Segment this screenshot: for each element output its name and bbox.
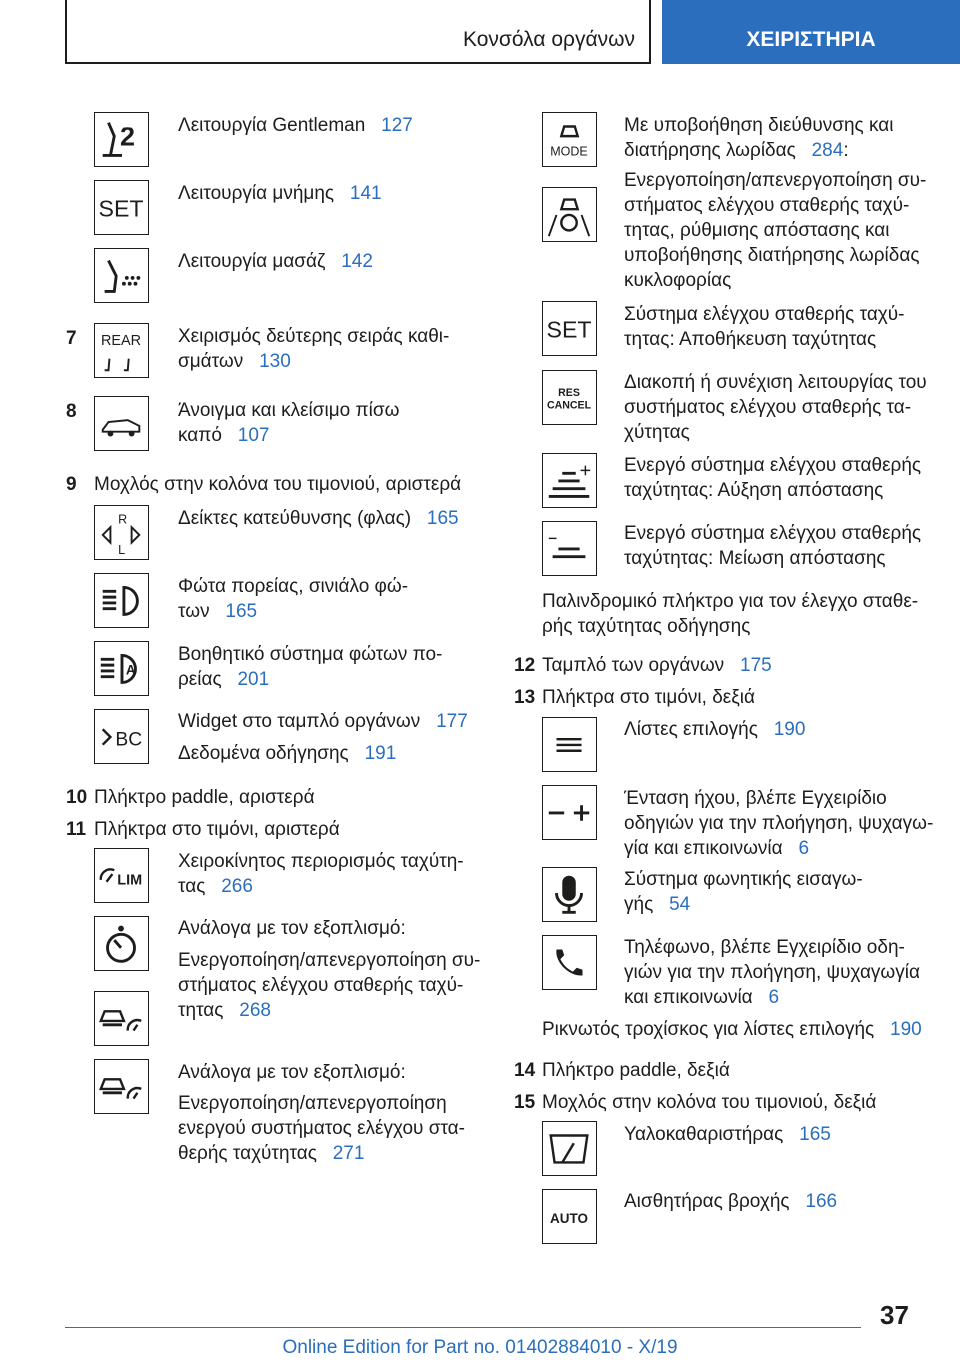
item-number: 7 [66, 328, 77, 349]
cruise-control-icon [94, 916, 149, 971]
turn-signal-item: Δείκτες κατεύθυνσης (φλας) 165 [178, 508, 459, 529]
gentleman-item: Λειτουργία Gentleman 127 [178, 115, 413, 136]
page-link[interactable]: 201 [237, 669, 270, 690]
page-link[interactable]: 266 [221, 876, 253, 897]
page-link[interactable]: 190 [890, 1019, 922, 1040]
item-number: 12 [514, 655, 536, 676]
headlight-icon [94, 573, 149, 628]
tailgate-item: Άνοιγμα και κλείσιμο πίσω καπό 107 [178, 400, 400, 446]
distance-increase-icon [542, 453, 597, 508]
driving-assistant-icon [542, 187, 597, 242]
rear-seat-item: Χειρισμός δεύτερης σειράς καθι- σμάτων 130 [178, 326, 450, 372]
page-number: 37 [880, 1300, 909, 1330]
page-link[interactable]: 130 [259, 351, 291, 372]
memory-item: Λειτουργία μνήμης 141 [178, 183, 382, 204]
set-speed-icon [542, 301, 597, 356]
svg-text:BC: BC [115, 729, 143, 751]
header-chapter-tab[interactable]: ΧΕΙΡΙΣΤΗΡΙΑ [662, 0, 960, 64]
page-link[interactable]: 127 [381, 115, 413, 136]
distance-increase-item: Ενεργό σύστημα ελέγχου σταθερής ταχύτητας: Αύξηση απόστασης [624, 455, 922, 501]
turn-signal-icon [94, 505, 149, 560]
phone-item: Τηλέφωνο, βλέπε Εγχειρίδιο οδη- γιών για την πλοήγηση, ψυχαγωγία και επικοινωνία 6 [624, 937, 920, 1008]
microphone-icon [542, 867, 597, 922]
headlight-item: Φώτα πορείας, σινιάλο φώ- των 165 [178, 576, 409, 622]
svg-text:CANCEL: CANCEL [546, 399, 592, 412]
svg-text:AUTO: AUTO [550, 1210, 589, 1226]
svg-text:L: L [118, 543, 126, 558]
svg-text:2: 2 [120, 121, 136, 152]
item-number: 11 [66, 819, 87, 840]
tailgate-icon [94, 396, 149, 451]
res-cancel-item: Διακοπή ή συνέχιση λειτουργίας του συστήματος ελέγχου σταθερής τα- χύτητας [624, 372, 927, 443]
item-number: 14 [514, 1060, 536, 1081]
page-link[interactable]: 284 [811, 140, 844, 161]
buttons-right-heading: Πλήκτρα στο τιμόνι, δεξιά [542, 687, 755, 708]
svg-text:LIM: LIM [117, 872, 143, 889]
mode-icon [542, 112, 597, 167]
page-link[interactable]: 141 [349, 183, 382, 204]
page-link[interactable]: 6 [768, 987, 780, 1008]
active-cruise-item: Ενεργοποίηση/απενεργοποίηση ενεργού συστήματος ελέγχου στα- θερής ταχύτητας 271 [178, 1093, 465, 1164]
steering-assist-item: Με υποβοήθηση διεύθυνσης και διατήρησης λωρίδας 284: [624, 115, 894, 161]
speed-limiter-item: Χειροκίνητος περιορισμός ταχύτη- τας 266 [178, 851, 464, 897]
wiper-item: Υαλοκαθαριστήρας 165 [624, 1124, 831, 1145]
buttons-left-heading: Πλήκτρα στο τιμόνι, αριστερά [94, 819, 340, 840]
item-number: 15 [514, 1092, 536, 1113]
paddle-right-heading: Πλήκτρο paddle, δεξιά [542, 1060, 730, 1081]
equipment-note: Ανάλογα με τον εξοπλισμό: [178, 1062, 406, 1083]
massage-item: Λειτουργία μασάζ 142 [178, 251, 373, 272]
high-beam-assist-icon [94, 641, 149, 696]
lists-item: Λίστες επιλογής 190 [624, 719, 806, 740]
cruise-control-item: Ενεργοποίηση/απενεργοποίηση συ- στήματος ελέγχου σταθερής ταχύ- τητας 268 [178, 950, 481, 1021]
paddle-left-heading: Πλήκτρο paddle, αριστερά [94, 787, 315, 808]
svg-text:R: R [118, 512, 128, 527]
page-link[interactable]: 107 [237, 425, 270, 446]
widget-item: Widget στο ταμπλό οργάνων 177 [178, 711, 468, 732]
page-link[interactable]: 165 [799, 1124, 831, 1145]
wiper-icon [542, 1121, 597, 1176]
rear-seat-icon [94, 323, 149, 378]
item-number: 9 [66, 474, 77, 495]
page-link[interactable]: 190 [773, 719, 806, 740]
phone-icon [542, 935, 597, 990]
thumbwheel-item: Ρικνωτός τροχίσκος για λίστες επιλογής 190 [542, 1019, 922, 1040]
lever-right-heading: Μοχλός στην κολόνα του τιμονιού, δεξιά [542, 1092, 877, 1113]
cluster-item: Ταμπλό των οργάνων 175 [542, 655, 772, 676]
page-link[interactable]: 271 [332, 1143, 365, 1164]
auto-rain-sensor-icon [542, 1189, 597, 1244]
rain-sensor-item: Αισθητήρας βροχής 166 [624, 1191, 838, 1212]
cruise-distance-icon [94, 991, 149, 1046]
page-link[interactable]: 165 [426, 508, 459, 529]
distance-decrease-item: Ενεργό σύστημα ελέγχου σταθερής ταχύτητας: Μείωση απόστασης [624, 523, 922, 569]
footer-edition: Online Edition for Part no. 01402884010 - X/19 [282, 1337, 678, 1358]
page-link[interactable]: 191 [364, 743, 397, 764]
bc-icon [94, 709, 149, 764]
high-beam-item: Βοηθητικό σύστημα φώτων πο- ρείας 201 [178, 644, 443, 690]
equipment-note: Ανάλογα με τον εξοπλισμό: [178, 918, 406, 939]
set-speed-item: Σύστημα ελέγχου σταθερής ταχύ- τητας: Αποθήκευση ταχύτητας [624, 304, 905, 350]
page-link[interactable]: 177 [436, 711, 468, 732]
footer-divider [65, 1327, 861, 1328]
header-section-title: Κονσόλα οργάνων [65, 0, 651, 64]
res-cancel-icon [542, 370, 597, 425]
rocker-switch-item: Παλινδρομικό πλήκτρο για τον έλεγχο σταθε- ρής ταχύτητας οδήγησης [542, 591, 919, 637]
page-link[interactable]: 54 [669, 894, 691, 915]
svg-text:REAR: REAR [100, 333, 142, 350]
volume-icon [542, 785, 597, 840]
set-memory-icon [94, 180, 149, 235]
page-link[interactable]: 6 [798, 838, 810, 859]
svg-text:RES: RES [558, 387, 580, 400]
voice-item: Σύστημα φωνητικής εισαγω- γής 54 [624, 869, 863, 915]
svg-text:SET: SET [98, 195, 144, 222]
seat-massage-icon [94, 248, 149, 303]
page-link[interactable]: 142 [341, 251, 373, 272]
item-number: 10 [66, 787, 88, 808]
svg-text:A: A [125, 662, 136, 678]
speed-limiter-icon [94, 848, 149, 903]
page-link[interactable]: 166 [805, 1191, 838, 1212]
svg-text:SET: SET [546, 316, 592, 343]
item-number: 13 [514, 687, 536, 708]
page-link[interactable]: 268 [239, 1000, 271, 1021]
page-link[interactable]: 165 [225, 601, 258, 622]
seat-gentleman-icon [94, 112, 149, 167]
svg-text:MODE: MODE [550, 144, 588, 159]
lever-left-heading: Μοχλός στην κολόνα του τιμονιού, αριστερά [94, 474, 462, 495]
volume-item: Ένταση ήχου, βλέπε Εγχειρίδιο οδηγιών για την πλοήγηση, ψυχαγω- γία και επικοινωνία 6 [624, 788, 934, 859]
active-cruise-icon [94, 1059, 149, 1114]
page-link[interactable]: 175 [740, 655, 772, 676]
distance-decrease-icon [542, 521, 597, 576]
list-icon [542, 717, 597, 772]
item-number: 8 [66, 401, 77, 422]
driving-assistant-item: Ενεργοποίηση/απενεργοποίηση συ- στήματος ελέγχου σταθερής ταχύ- τητας, ρύθμισης απόστασης και υποβοήθησης διατήρησης λωρίδας κυκλοφορίας [624, 170, 927, 291]
driving-data-item: Δεδομένα οδήγησης 191 [178, 743, 397, 764]
